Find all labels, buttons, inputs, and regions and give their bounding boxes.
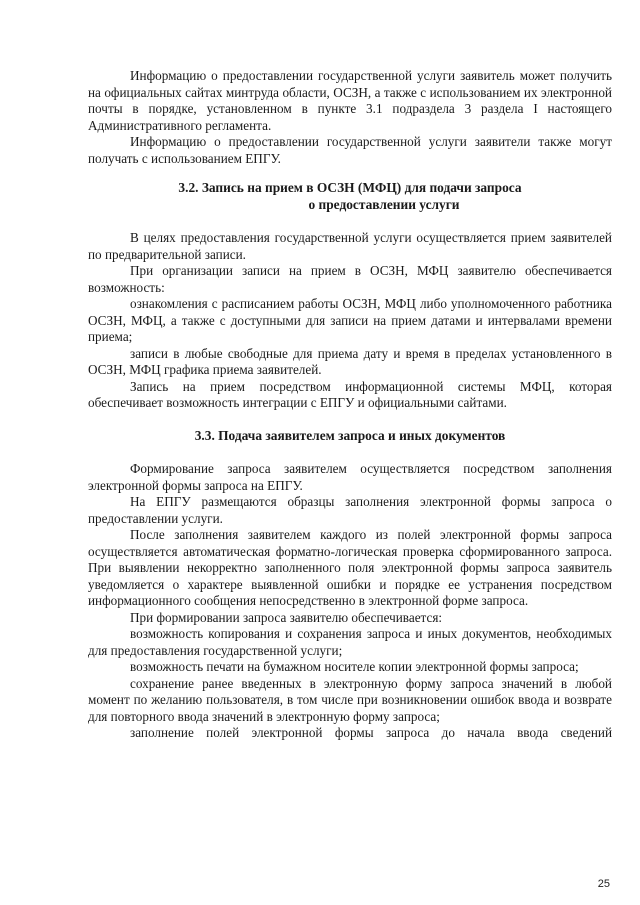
section-3-3-paragraph: возможность печати на бумажном носителе копии электронной формы запроса; xyxy=(130,659,579,674)
section-3-2-paragraph: При организации записи на прием в ОСЗН, МФЦ заявителю обеспечивается возможность: xyxy=(88,263,612,295)
section-3-3-paragraph: Формирование запроса заявителем осуществляется посредством заполнения электронной формы запроса на ЕПГУ. xyxy=(88,461,612,493)
section-3-3-paragraph: возможность копирования и сохранения запроса и иных документов, необходимых для предоставления государственной услуги; xyxy=(88,626,612,658)
section-3-3-paragraph: сохранение ранее введенных в электронную форму запроса значений в любой момент по желанию пользователя, в том числе при возникновении ошибок ввода и возврате для повторного ввода значений в электронную форму запроса; xyxy=(88,675,612,724)
section-3-3-paragraph: После заполнения заявителем каждого из полей электронной формы запроса осуществляется автоматическая форматно-логическая проверка сформированного запроса. При выявлении некорректно заполненного поля электронной формы запроса заявитель уведомляется о характере выявленной ошибки и порядке ее устранения посредством информационного сообщения непосредственно в электронной форме запроса. xyxy=(88,527,612,608)
section-3-2-title-line-2: о предоставлении услуги xyxy=(308,196,460,212)
section-3-3-paragraph: На ЕПГУ размещаются образцы заполнения электронной формы запроса о предоставлении услуги. xyxy=(88,494,612,526)
section-3-2-paragraph: ознакомления с расписанием работы ОСЗН, МФЦ либо уполномоченного работника ОСЗН, МФЦ, а также с доступными для записи на прием датами и интервалами времени приема; xyxy=(88,296,612,344)
document-page xyxy=(88,68,612,742)
intro-paragraph-1: Информацию о предоставлении государственной услуги заявитель может получить на официальных сайтах минтруда области, ОСЗН, а также с использованием их электронной почты в порядке, установленном в пункте 3.1 подраздела 3 раздела I настоящего Административного регламента. xyxy=(88,68,612,133)
section-3-3-heading: 3.3. Подача заявителем запроса и иных документов xyxy=(194,427,506,443)
section-3-2-heading xyxy=(88,180,612,213)
section-3-2-title-line-1: 3.2. Запись на прием в ОСЗН (МФЦ) для подачи запроса xyxy=(178,180,522,195)
section-3-3-paragraph-continued: заполнение полей электронной формы запроса до начала ввода сведений xyxy=(130,725,612,740)
page-number: 25 xyxy=(597,878,610,890)
intro-paragraph-2: Информацию о предоставлении государственной услуги заявители также могут получать с использованием ЕПГУ. xyxy=(88,134,612,166)
section-3-2-paragraph: записи в любые свободные для приема дату и время в пределах установленного в ОСЗН, МФЦ графика приема заявителей. xyxy=(88,345,612,377)
section-3-3-paragraph: При формировании запроса заявителю обеспечивается: xyxy=(130,609,443,625)
section-3-2-paragraph: Запись на прием посредством информационной системы МФЦ, которая обеспечивает возможность интеграции с ЕПГУ и официальными сайтами. xyxy=(88,378,612,410)
section-3-2-paragraph: В целях предоставления государственной услуги осуществляется прием заявителей по предварительной записи. xyxy=(88,230,612,262)
